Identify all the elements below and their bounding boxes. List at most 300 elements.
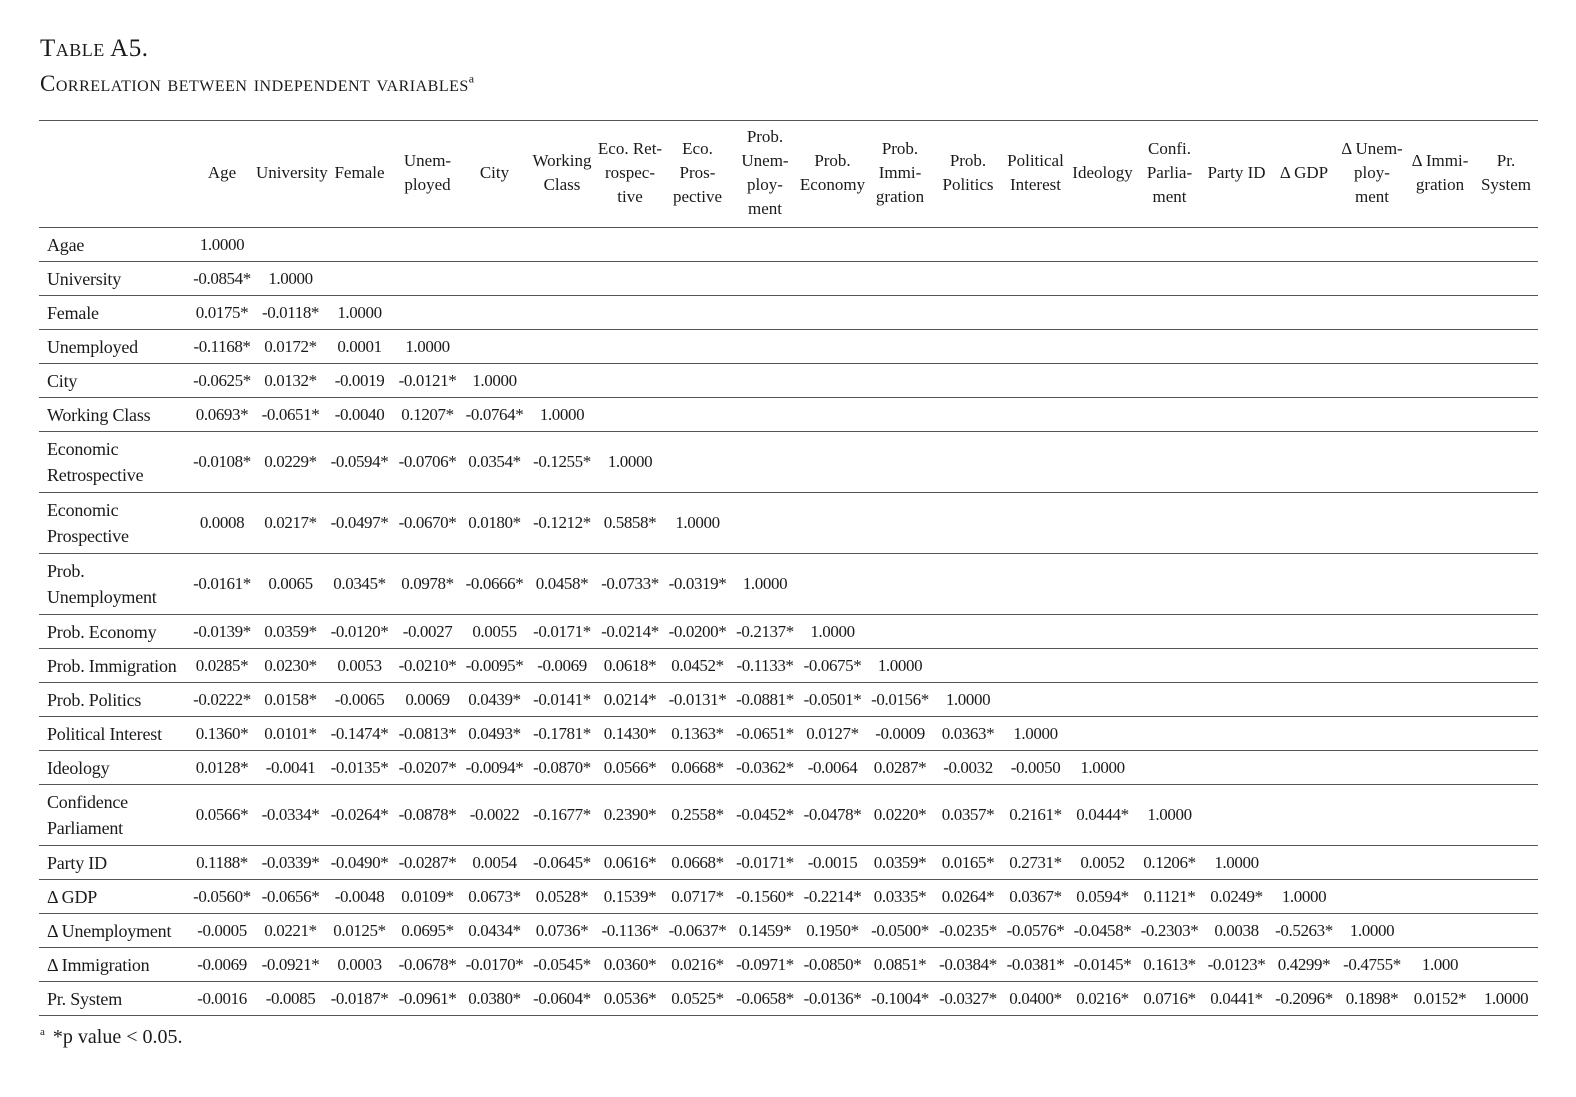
column-header: Political Interest [1002,121,1069,228]
table-cell [1474,914,1538,948]
table-cell [325,262,394,296]
table-cell: -0.0027 [394,615,461,649]
table-cell: -0.0921* [256,948,325,982]
table-cell: 1.0000 [528,398,596,432]
table-cell: -0.0141* [528,683,596,717]
table-cell [799,228,866,262]
table-cell [1270,846,1338,880]
table-cell [1474,554,1538,615]
table-cell: -0.0095* [461,649,528,683]
table-row [39,751,1538,785]
table-cell [1002,615,1069,649]
table-cell [1338,228,1406,262]
table-cell [394,228,461,262]
table-cell [1270,493,1338,554]
table-cell: 0.1121* [1136,880,1203,914]
column-header: Δ Immi-gration [1406,121,1474,228]
table-cell: -0.0009 [866,717,934,751]
table-cell [461,330,528,364]
table-cell [731,296,799,330]
table-cell [1069,296,1136,330]
column-header: Δ Unem-ploy-ment [1338,121,1406,228]
table-cell: -0.0733* [596,554,664,615]
table-cell: -0.0135* [325,751,394,785]
footnote-marker: a [40,1026,45,1039]
table-cell [1338,846,1406,880]
table-cell: -0.0670* [394,493,461,554]
table-cell: 0.4299* [1270,948,1338,982]
table-cell [1270,717,1338,751]
table-row [39,330,1538,364]
table-cell: 0.1363* [664,717,731,751]
table-cell [1474,398,1538,432]
table-cell [1136,228,1203,262]
table-cell [1474,649,1538,683]
table-cell [866,615,934,649]
table-cell: -0.0961* [394,982,461,1016]
table-cell [866,364,934,398]
row-label: Δ Unemployment [39,914,188,948]
table-cell: 0.0054 [461,846,528,880]
table-cell [1474,615,1538,649]
table-cell: 0.1539* [596,880,664,914]
table-cell [1270,615,1338,649]
table-cell: -0.0764* [461,398,528,432]
table-cell: 1.0000 [934,683,1002,717]
table-cell [799,493,866,554]
table-cell: -0.1474* [325,717,394,751]
table-cell: -0.1212* [528,493,596,554]
table-cell: 0.0008 [188,493,256,554]
table-cell: -0.0214* [596,615,664,649]
table-cell: -0.0381* [1002,948,1069,982]
table-cell [866,398,934,432]
column-header: Female [325,121,394,228]
table-cell [866,330,934,364]
table-row [39,683,1538,717]
table-cell: -0.5263* [1270,914,1338,948]
header-row [39,121,1538,228]
table-cell [528,262,596,296]
table-cell [1069,493,1136,554]
table-cell [1474,683,1538,717]
table-cell [1406,846,1474,880]
table-cell [934,554,1002,615]
table-cell: -0.1781* [528,717,596,751]
table-cell [1002,432,1069,493]
table-cell [934,398,1002,432]
table-cell: -0.0327* [934,982,1002,1016]
table-cell [799,432,866,493]
table-cell: -0.0161* [188,554,256,615]
table-cell: -0.0187* [325,982,394,1016]
table-cell [1069,615,1136,649]
table-cell: 0.0458* [528,554,596,615]
table-cell: 0.0528* [528,880,596,914]
table-cell [1406,649,1474,683]
table-cell [1338,615,1406,649]
table-cell: 0.0214* [596,683,664,717]
table-cell [1338,296,1406,330]
table-cell [1270,228,1338,262]
table-cell [1474,717,1538,751]
table-cell [1338,330,1406,364]
table-cell [1136,554,1203,615]
table-cell: -0.0005 [188,914,256,948]
table-cell [528,296,596,330]
table-cell: 1.0000 [596,432,664,493]
row-label: Political Interest [39,717,188,751]
table-cell: 1.0000 [866,649,934,683]
table-cell [1136,398,1203,432]
table-cell: 1.0000 [256,262,325,296]
table-cell [461,262,528,296]
table-cell [1270,296,1338,330]
footnote-text: *p value < 0.05. [52,1026,183,1048]
table-cell: -0.0171* [731,846,799,880]
table-cell: -0.2137* [731,615,799,649]
table-cell [1136,683,1203,717]
table-cell: 0.0152* [1406,982,1474,1016]
table-cell: -0.0656* [256,880,325,914]
table-cell: 0.0434* [461,914,528,948]
table-cell [1474,880,1538,914]
table-cell: 0.0493* [461,717,528,751]
table-cell: -0.0658* [731,982,799,1016]
table-cell: 0.0452* [664,649,731,683]
table-cell: 0.0566* [596,751,664,785]
table-cell: -0.0497* [325,493,394,554]
table-cell [1136,717,1203,751]
table-cell [1270,398,1338,432]
table-cell [1338,554,1406,615]
table-cell: 0.1360* [188,717,256,751]
table-cell: 0.0566* [188,785,256,846]
table-cell [1203,615,1270,649]
table-cell: 0.2731* [1002,846,1069,880]
table-cell: 0.0693* [188,398,256,432]
table-cell: 0.0180* [461,493,528,554]
table-cell: -0.0458* [1069,914,1136,948]
table-cell: -0.0881* [731,683,799,717]
table-cell: 0.0736* [528,914,596,948]
table-cell [1203,228,1270,262]
table-cell: 1.0000 [1002,717,1069,751]
table-cell [1136,649,1203,683]
table-cell [1203,364,1270,398]
table-cell: 1.0000 [664,493,731,554]
table-cell: 0.0001 [325,330,394,364]
table-cell [1203,683,1270,717]
table-cell: 0.0287* [866,751,934,785]
table-cell [596,296,664,330]
table-cell: 1.000 [1406,948,1474,982]
row-label: Confidence Parliament [39,785,188,846]
table-row [39,493,1538,554]
table-cell: -0.0022 [461,785,528,846]
table-row [39,914,1538,948]
table-cell: 0.0367* [1002,880,1069,914]
table-cell: 0.0444* [1069,785,1136,846]
table-cell [1203,649,1270,683]
table-cell [1069,432,1136,493]
table-cell: 0.0128* [188,751,256,785]
column-header: Age [188,121,256,228]
table-cell: -0.0050 [1002,751,1069,785]
table-cell [596,364,664,398]
table-cell: -0.0210* [394,649,461,683]
table-cell [664,398,731,432]
table-cell [1069,398,1136,432]
table-cell [394,262,461,296]
table-cell: 0.0109* [394,880,461,914]
table-cell: -0.0235* [934,914,1002,948]
table-cell [934,649,1002,683]
table-cell: -0.0870* [528,751,596,785]
table-cell [1069,683,1136,717]
table-cell: -0.0500* [866,914,934,948]
row-label: Pr. System [39,982,188,1016]
table-cell: 0.0249* [1203,880,1270,914]
table-cell: -0.1677* [528,785,596,846]
table-cell [1203,717,1270,751]
table-cell: -0.0384* [934,948,1002,982]
table-cell [1338,683,1406,717]
table-cell [1270,330,1338,364]
table-row [39,880,1538,914]
table-cell [394,296,461,330]
table-cell: 1.0000 [1069,751,1136,785]
table-cell [1270,262,1338,296]
table-cell [731,398,799,432]
table-cell: -0.0850* [799,948,866,982]
column-header: City [461,121,528,228]
table-cell: -0.0490* [325,846,394,880]
table-cell: 0.0668* [664,751,731,785]
table-cell: -0.2303* [1136,914,1203,948]
table-cell [934,615,1002,649]
table-cell: 0.1430* [596,717,664,751]
table-cell [866,554,934,615]
table-cell: -0.0145* [1069,948,1136,982]
table-cell: 0.0125* [325,914,394,948]
table-row [39,554,1538,615]
table-cell [934,262,1002,296]
caption-text: Correlation between independent variables [40,71,469,96]
table-cell: -0.0287* [394,846,461,880]
header-corner [39,121,188,228]
table-cell [1338,364,1406,398]
table-cell [731,228,799,262]
table-cell: -0.0651* [731,717,799,751]
table-cell [1338,493,1406,554]
table-cell: -0.0594* [325,432,394,493]
table-cell [866,262,934,296]
table-cell [799,296,866,330]
table-cell: 1.0000 [188,228,256,262]
table-cell [1069,649,1136,683]
table-cell [1406,751,1474,785]
row-label: City [39,364,188,398]
table-cell: 0.0363* [934,717,1002,751]
table-cell [1270,649,1338,683]
table-cell: -0.0675* [799,649,866,683]
column-header: Eco. Ret-rospec-tive [596,121,664,228]
table-cell: -0.0576* [1002,914,1069,948]
table-cell: 0.0851* [866,948,934,982]
table-cell [731,432,799,493]
table-cell [325,228,394,262]
table-cell [1203,262,1270,296]
table-cell [1406,717,1474,751]
table-cell: -0.0085 [256,982,325,1016]
table-cell [934,364,1002,398]
table-row [39,717,1538,751]
table-cell [1474,751,1538,785]
table-cell [1002,683,1069,717]
table-cell: -0.0065 [325,683,394,717]
table-cell [1406,554,1474,615]
row-label: Female [39,296,188,330]
table-cell: -0.0019 [325,364,394,398]
table-cell [799,554,866,615]
table-cell [1136,751,1203,785]
table-cell [1474,296,1538,330]
table-row [39,649,1538,683]
table-cell [1069,228,1136,262]
table-cell: 0.0360* [596,948,664,982]
table-cell [664,364,731,398]
column-header: Prob. Unem-ploy-ment [731,121,799,228]
table-cell [1406,262,1474,296]
table-cell: -0.0207* [394,751,461,785]
table-cell [1203,751,1270,785]
table-cell: 1.0000 [1203,846,1270,880]
row-label: Agae [39,228,188,262]
table-cell [1136,296,1203,330]
column-header: Pr. System [1474,121,1538,228]
table-cell [596,398,664,432]
table-cell: -0.0560* [188,880,256,914]
table-cell [1136,330,1203,364]
table-cell [934,432,1002,493]
table-cell: 0.1206* [1136,846,1203,880]
table-cell: -0.0452* [731,785,799,846]
table-cell: -0.0171* [528,615,596,649]
table-cell: 0.0052 [1069,846,1136,880]
row-label: Prob. Immigration [39,649,188,683]
table-cell: 0.1898* [1338,982,1406,1016]
row-label: University [39,262,188,296]
table-cell [934,493,1002,554]
table-cell: -0.2214* [799,880,866,914]
table-cell [1203,296,1270,330]
table-cell: 0.0230* [256,649,325,683]
table-cell: -0.0200* [664,615,731,649]
table-cell: 0.0216* [1069,982,1136,1016]
table-cell [1406,398,1474,432]
table-cell: -0.0032 [934,751,1002,785]
table-cell: -0.0264* [325,785,394,846]
table-row [39,262,1538,296]
column-header: Δ GDP [1270,121,1338,228]
table-cell: 0.0216* [664,948,731,982]
table-cell: 0.1188* [188,846,256,880]
table-cell: 0.1207* [394,398,461,432]
table-cell [1406,330,1474,364]
table-cell [799,330,866,364]
table-cell [799,398,866,432]
table-cell [1338,262,1406,296]
table-cell: 0.5858* [596,493,664,554]
table-cell [1270,751,1338,785]
table-cell [1406,785,1474,846]
table-cell: -0.0501* [799,683,866,717]
table-cell: -0.0139* [188,615,256,649]
table-cell [1474,330,1538,364]
table-cell: -0.0069 [528,649,596,683]
table-row [39,615,1538,649]
column-header: Unem-ployed [394,121,461,228]
table-cell [1406,228,1474,262]
table-cell: 0.0053 [325,649,394,683]
table-cell: 0.0439* [461,683,528,717]
table-cell: -0.0854* [188,262,256,296]
table-cell [1474,432,1538,493]
table-cell [1203,432,1270,493]
table-cell: 1.0000 [394,330,461,364]
table-cell [461,296,528,330]
table-cell: -0.0813* [394,717,461,751]
table-cell: 0.0101* [256,717,325,751]
table-cell: 0.0055 [461,615,528,649]
table-cell [1406,493,1474,554]
table-cell [664,296,731,330]
table-cell: -0.1168* [188,330,256,364]
table-cell [731,330,799,364]
table-cell: 1.0000 [1474,982,1538,1016]
table-cell [1406,432,1474,493]
table-cell: 0.0345* [325,554,394,615]
table-cell: 0.0616* [596,846,664,880]
table-cell: 0.0354* [461,432,528,493]
table-cell [1338,398,1406,432]
table-cell [1406,914,1474,948]
table-cell [461,228,528,262]
table-cell: -0.0545* [528,948,596,982]
table-cell: 0.0065 [256,554,325,615]
table-cell [1002,262,1069,296]
table-cell: 0.0217* [256,493,325,554]
table-cell [866,228,934,262]
table-cell: 0.0003 [325,948,394,982]
table-cell [799,262,866,296]
column-header: Ideology [1069,121,1136,228]
table-cell: -0.0016 [188,982,256,1016]
column-header: Eco. Pros-pective [664,121,731,228]
table-row [39,846,1538,880]
table-cell [596,262,664,296]
table-cell [1406,880,1474,914]
table-cell: 0.0132* [256,364,325,398]
column-header: Confi. Parlia-ment [1136,121,1203,228]
table-cell: -0.0651* [256,398,325,432]
row-label: Economic Prospective [39,493,188,554]
table-cell [1474,493,1538,554]
table-cell: 0.0221* [256,914,325,948]
table-cell: -0.0136* [799,982,866,1016]
row-label: Working Class [39,398,188,432]
